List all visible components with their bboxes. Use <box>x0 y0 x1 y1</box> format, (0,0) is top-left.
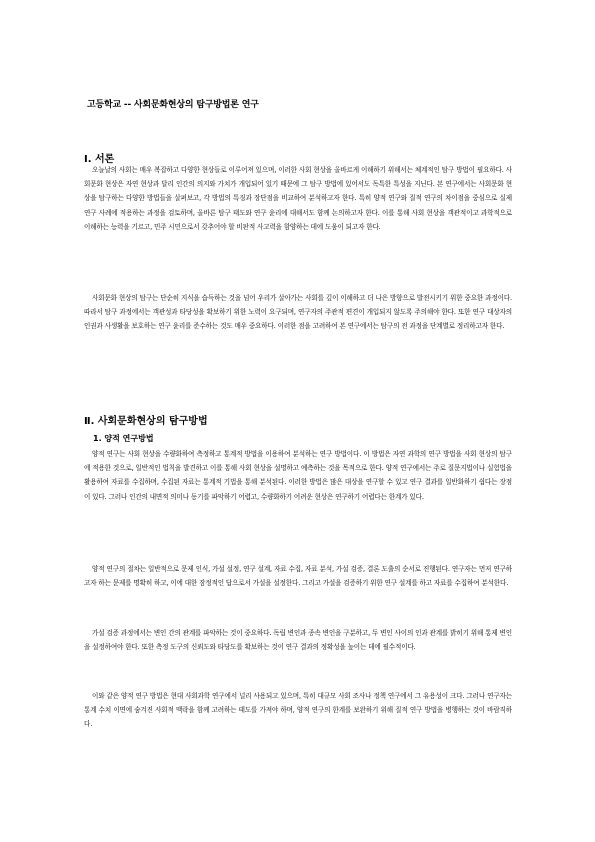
paragraph: 이와 같은 양적 연구 방법은 현대 사회과학 연구에서 널리 사용되고 있으며, 특히 대규모 사회 조사나 정책 연구에서 그 유용성이 크다. 그러나 연구자는 통계 수치 이면에 숨겨진 사회적 맥락을 함께 고려하는 태도를 가져야 하며, 양적 연구의 한계를 보완하기 위해 질적 연구 방법을 병행하는 것이 바람직하다. <box>84 692 512 729</box>
paragraph: 오늘날의 사회는 매우 복잡하고 다양한 현상들로 이루어져 있으며, 이러한 사회 현상을 올바르게 이해하기 위해서는 체계적인 탐구 방법이 필요하다. 사회문화 현상은 자연 현상과 달리 인간의 의지와 가치가 개입되어 있기 때문에 그 탐구 방법에 있어서도 독특한 특성을 지닌다. 본 연구에서는 사회문화 현상을 탐구하는 다양한 방법들을 살펴보고, 각 방법의 특징과 장단점을 비교하여 분석하고자 한다. 특히 양적 연구와 질적 연구의 차이점을 중심으로 실제 연구 사례에 적용하는 과정을 검토하며, 올바른 탐구 태도와 연구 윤리에 대해서도 함께 논의하고자 한다. 이를 통해 사회 현상을 객관적이고 과학적으로 이해하는 능력을 기르고, 민주 시민으로서 갖추어야 할 비판적 사고력을 함양하는 데에 도움이 되고자 한다. <box>84 166 512 231</box>
subsection-heading: 1. 양적 연구방법 <box>93 434 154 443</box>
paragraph: 가설 검증 과정에서는 변인 간의 관계를 파악하는 것이 중요하다. 독립 변인과 종속 변인을 구분하고, 두 변인 사이의 인과 관계를 밝히기 위해 통제 변인을 설정하여야 한다. 또한 측정 도구의 신뢰도와 타당도를 확보하는 것이 연구 결과의 정확성을 높이는 데에 필수적이다. <box>84 629 512 652</box>
document-title: 고등학교 -- 사회문화현상의 탐구방법론 연구 <box>87 100 259 110</box>
paragraph: 양적 연구의 절차는 일반적으로 문제 인식, 가설 설정, 연구 설계, 자료 수집, 자료 분석, 가설 검증, 결론 도출의 순서로 진행된다. 연구자는 먼저 연구하고자 하는 문제를 명확히 하고, 이에 대한 잠정적인 답으로서 가설을 설정한다. 그리고 가설을 검증하기 위한 연구 설계를 하고 자료를 수집하여 분석한다. <box>84 565 512 588</box>
paragraph: 양적 연구는 사회 현상을 수량화하여 측정하고 통계적 방법을 이용하여 분석하는 연구 방법이다. 이 방법은 자연 과학의 연구 방법을 사회 현상의 탐구에 적용한 것으로, 일반적인 법칙을 발견하고 이를 통해 사회 현상을 설명하고 예측하는 것을 목적으로 한다. 양적 연구에서는 주로 질문지법이나 실험법을 활용하여 자료를 수집하며, 수집된 자료는 통계적 기법을 통해 분석된다. 이러한 방법은 많은 대상을 연구할 수 있고 연구 결과를 일반화하기 쉽다는 장점이 있다. 그러나 인간의 내면적 의미나 동기를 파악하기 어렵고, 수량화하기 어려운 현상은 연구하기 어렵다는 한계가 있다. <box>84 450 512 501</box>
section-heading-introduction: Ⅰ. 서론 <box>84 154 115 165</box>
paragraph: 사회문화 현상의 탐구는 단순히 지식을 습득하는 것을 넘어 우리가 살아가는 사회를 깊이 이해하고 더 나은 방향으로 발전시키기 위한 중요한 과정이다. 따라서 탐구 과정에서는 객관성과 타당성을 확보하기 위한 노력이 요구되며, 연구자의 주관적 편견이 개입되지 않도록 주의해야 한다. 또한 연구 대상자의 인권과 사생활을 보호하는 연구 윤리를 준수하는 것도 매우 중요하다. 이러한 점을 고려하여 본 연구에서는 탐구의 전 과정을 단계별로 정리하고자 한다. <box>84 294 512 331</box>
section-heading-methods: Ⅱ. 사회문화현상의 탐구방법 <box>84 416 208 427</box>
